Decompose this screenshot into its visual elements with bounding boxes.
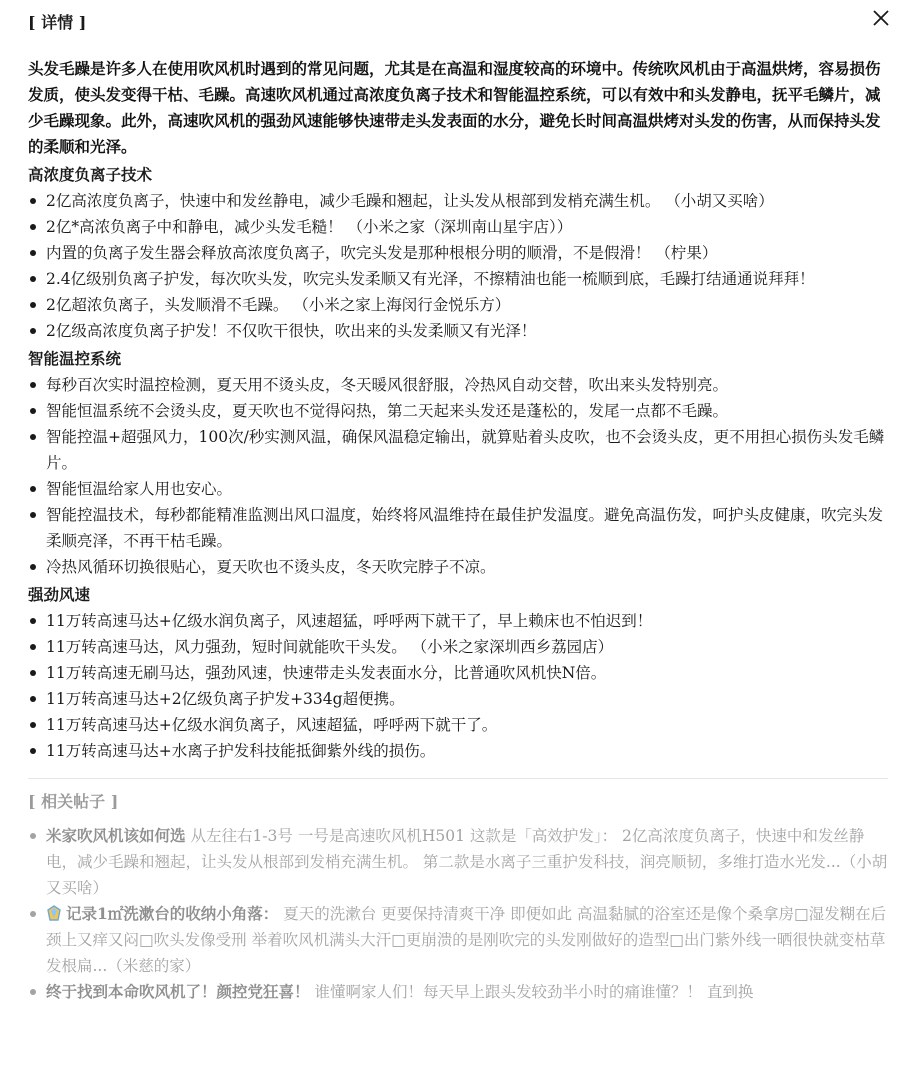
detail-title: [ 详情 ] — [28, 13, 87, 32]
list-item: 11万转高速马达+亿级水润负离子，风速超猛，呼呼两下就干了，早上赖床也不怕迟到！ — [28, 608, 888, 634]
divider — [28, 778, 888, 779]
related-post-title[interactable]: 记录1㎡洗漱台的收纳小角落： — [66, 904, 279, 923]
list-item: 智能控温技术，每秒都能精准监测出风口温度，始终将风温维持在最佳护发温度。避免高温伤发，呵护头皮健康，吹完头发柔顺亮泽，不再干枯毛躁。 — [28, 502, 888, 554]
list-item: 11万转高速无刷马达，强劲风速，快速带走头发表面水分，比普通吹风机快N倍。 — [28, 660, 888, 686]
list-item: 冷热风循环切换很贴心，夏天吹也不烫头皮，冬天吹完脖子不凉。 — [28, 554, 888, 580]
section-ion — [28, 162, 888, 344]
related-post-body: 夏天的洗漱台 更要保持清爽干净 即便如此 高温黏腻的浴室还是像个桑拿房□湿发糊在后颈上又痒又闷□吹头发像受刑 举着吹风机满头大汗□更崩溃的是刚吹完的头发刚做好的造型□出门紫外线一晒很快就变枯草 发根扁...（米慈的家） — [46, 905, 887, 975]
list-item: 11万转高速马达+亿级水润负离子，风速超猛，呼呼两下就干了。 — [28, 712, 888, 738]
section-title-ion: 高浓度负离子技术 — [28, 165, 153, 184]
list-item: 智能恒温系统不会烫头皮，夏天吹也不觉得闷热，第二天起来头发还是蓬松的，发尾一点都不毛躁。 — [28, 398, 888, 424]
section-temp — [28, 346, 888, 580]
list-item: 2亿高浓度负离子，快速中和发丝静电，减少毛躁和翘起，让头发从根部到发梢充满生机。 （小胡又买啥） — [28, 188, 888, 214]
list-item: 智能恒温给家人用也安心。 — [28, 476, 888, 502]
related-posts-title: [ 相关帖子 ] — [28, 792, 119, 811]
list-item: 内置的负离子发生器会释放高浓度负离子，吹完头发是那种根根分明的顺滑，不是假滑！ （柠果） — [28, 240, 888, 266]
section-title-temp: 智能温控系统 — [28, 349, 122, 368]
related-post-body: 谁懂啊家人们！每天早上跟头发较劲半小时的痛谁懂？！ 直到换 — [309, 983, 754, 1001]
close-icon — [869, 6, 893, 30]
section-title-wind: 强劲风速 — [28, 585, 91, 604]
detail-panel — [28, 10, 888, 1005]
close-button[interactable] — [869, 6, 893, 30]
intro-paragraph: 头发毛躁是许多人在使用吹风机时遇到的常见问题，尤其是在高温和湿度较高的环境中。传统吹风机由于高温烘烤，容易损伤发质，使头发变得干枯、毛躁。高速吹风机通过高浓度负离子技术和智能温控系统，可以有效中和头发静电，抚平毛鳞片，减少毛躁现象。此外，高速吹风机的强劲风速能够快速带走头发表面的水分，避免长时间高温烘烤对头发的伤害，从而保持头发的柔顺和光泽。 — [28, 59, 881, 156]
crystal-emoji-icon — [46, 905, 62, 922]
list-item: 2亿超浓负离子，头发顺滑不毛躁。 （小米之家上海闵行金悦乐方） — [28, 292, 888, 318]
related-post-title[interactable]: 米家吹风机该如何选 — [46, 826, 186, 845]
related-post[interactable] — [28, 979, 888, 1005]
related-post-body: 从左往右1-3号 一号是高速吹风机H501 这款是「高效护发」： 2亿高浓度负离子，快速中和发丝静电，减少毛躁和翘起，让头发从根部到发梢充满生机。 第二款是水离子三重护发科技，润亮顺韧，多维打造水光发...（小胡又买啥） — [46, 827, 888, 897]
related-post[interactable] — [28, 901, 888, 979]
list-item: 智能控温+超强风力，100次/秒实测风温，确保风温稳定输出，就算贴着头皮吹，也不会烫头皮，更不用担心损伤头发毛鳞片。 — [28, 424, 888, 476]
related-post[interactable] — [28, 823, 888, 901]
list-item: 11万转高速马达+水离子护发科技能抵御紫外线的损伤。 — [28, 738, 888, 764]
list-item: 11万转高速马达，风力强劲，短时间就能吹干头发。 （小米之家深圳西乡荔园店） — [28, 634, 888, 660]
list-item: 11万转高速马达+2亿级负离子护发+334g超便携。 — [28, 686, 888, 712]
related-posts-list — [28, 823, 888, 1005]
list-item: 2亿级高浓度负离子护发！不仅吹干很快，吹出来的头发柔顺又有光泽！ — [28, 318, 888, 344]
list-item: 2.4亿级别负离子护发，每次吹头发，吹完头发柔顺又有光泽，不擦精油也能一梳顺到底，毛躁打结通通说拜拜！ — [28, 266, 888, 292]
list-item: 2亿*高浓负离子中和静电，减少头发毛糙！ （小米之家（深圳南山星宇店）） — [28, 214, 888, 240]
related-post-title[interactable]: 终于找到本命吹风机了！颜控党狂喜！ — [46, 982, 310, 1001]
list-item: 每秒百次实时温控检测，夏天用不烫头皮，冬天暖风很舒服，冷热风自动交替，吹出来头发特别亮。 — [28, 372, 888, 398]
section-wind — [28, 582, 888, 764]
